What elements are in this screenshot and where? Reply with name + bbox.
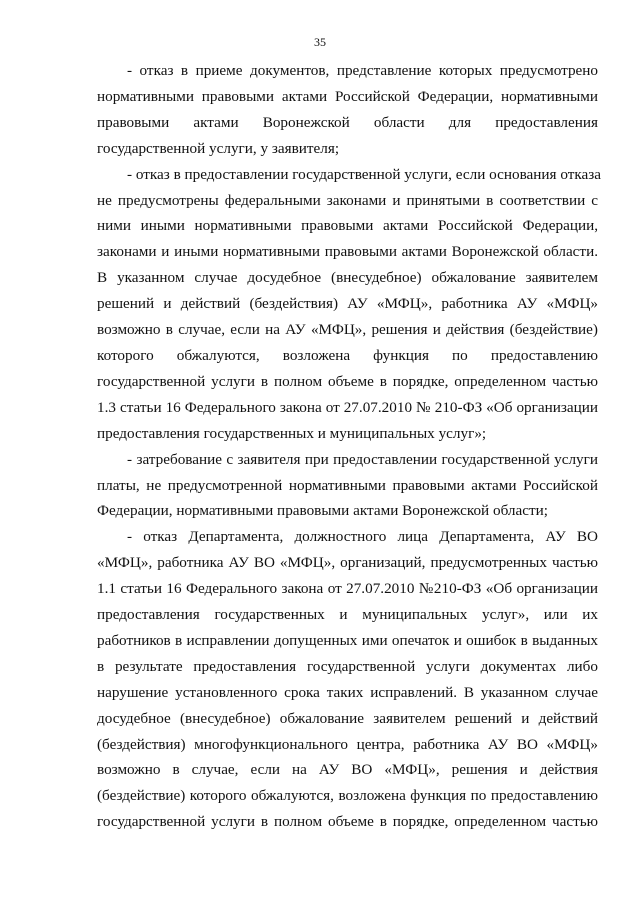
text-line: государственной услуги в полном объеме в порядке, определенном частью (97, 372, 598, 390)
text-line: которого обжалуются, возложена функция по предоставлению (97, 346, 598, 364)
text-line: не предусмотрены федеральными законами и принятыми в соответствии с (97, 191, 598, 209)
text-line: 1.3 статьи 16 Федерального закона от 27.07.2010 № 210-ФЗ «Об организации (97, 398, 598, 416)
text-line: (бездействие) которого обжалуются, возложена функция по предоставлению (97, 787, 598, 805)
text-line: (бездействия) многофункционального центра, работника АУ ВО «МФЦ» (97, 735, 598, 753)
text-line: в результате предоставления государственной услуги документах либо (97, 657, 598, 675)
text-line: работников в исправлении допущенных ими опечаток и ошибок в выданных (97, 631, 598, 649)
text-line: «МФЦ», работника АУ ВО «МФЦ», организаций, предусмотренных частью (97, 554, 598, 572)
text-line: платы, не предусмотренной нормативными правовыми актами Российской (97, 476, 598, 494)
paragraph (97, 162, 601, 447)
paragraph (97, 58, 598, 162)
text-line: В указанном случае досудебное (внесудебное) обжалование заявителем (97, 269, 598, 287)
text-line: Федерации, нормативными правовыми актами Воронежской области; (97, 502, 548, 520)
text-line: - отказ в приеме документов, представление которых предусмотрено (127, 62, 598, 79)
text-line: правовыми актами Воронежской области для предоставления (97, 113, 598, 131)
text-line: - отказ Департамента, должностного лица Департамента, АУ ВО (127, 528, 598, 546)
text-line: государственной услуги в полном объеме в порядке, определенном частью (97, 813, 598, 831)
text-line: досудебное (внесудебное) обжалование заявителем решений и действий (97, 709, 598, 727)
text-line: ними иными нормативными правовыми актами Российской Федерации, (97, 217, 598, 235)
text-line: - отказ в предоставлении государственной услуги, если основания отказа (127, 165, 601, 183)
text-line: законами и иными нормативными правовыми актами Воронежской области. (97, 243, 598, 261)
paragraph (97, 524, 598, 835)
text-line: возможно в случае, если на АУ «МФЦ», решения и действия (бездействие) (97, 321, 598, 339)
paragraph (97, 447, 598, 525)
text-line: предоставления государственных и муниципальных услуг»; (97, 424, 487, 442)
text-line: нормативными правовыми актами Российской Федерации, нормативными (97, 87, 598, 105)
text-line: предоставления государственных и муниципальных услуг», или их (97, 606, 598, 624)
text-line: решений и действий (бездействия) АУ «МФЦ», работника АУ «МФЦ» (97, 295, 598, 313)
text-line: нарушение установленного срока таких исправлений. В указанном случае (97, 683, 598, 701)
text-line: государственной услуги, у заявителя; (97, 139, 340, 157)
text-line: - затребование с заявителя при предоставлении государственной услуги (127, 450, 598, 468)
page-number: 35 (314, 35, 326, 49)
text-line: 1.1 статьи 16 Федерального закона от 27.07.2010 №210-ФЗ «Об организации (97, 580, 598, 598)
document-body (97, 58, 601, 835)
text-line: возможно в случае, если на АУ ВО «МФЦ», решения и действия (97, 761, 598, 779)
